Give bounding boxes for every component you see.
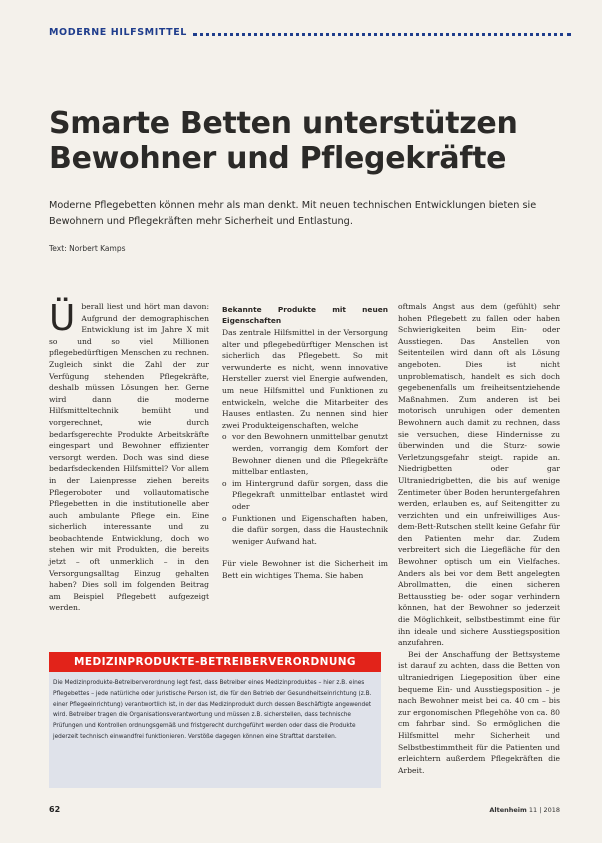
section-subhead: Bekannte Produkte mit neuen Eigenschaften	[222, 305, 388, 325]
page-number: 62	[49, 805, 61, 814]
magazine-name: Altenheim	[489, 806, 527, 814]
bullet-item: o im Hintergrund dafür sorgen, dass die Pflegekraft unmittelbar entlastet wird oder	[222, 478, 388, 513]
paragraph-spacer	[222, 547, 388, 558]
column-3	[398, 301, 560, 776]
rubric-label: MODERNE HILFSMITTEL	[49, 27, 187, 38]
author-credit: Text: Norbert Kamps	[49, 244, 126, 253]
info-box	[49, 652, 381, 788]
column-3-text: oftmals Angst aus dem (gefühlt) sehr hohen Pflegebett zu fallen oder haben Schwierigkeiten beim Ein- oder Ausstiegen. Das Anstellen von Seitenteilen wird dann oft als Lösung angeboten. Dies ist nicht unproblematisch, handelt es sich doch gegebenenfalls um freiheitsentziehende Maßnahmen. Zum anderen ist bei motorisch unruhigen oder dementen Bewohnern auch damit zu rechnen, dass sie versuchen, diese Hindernisse zu überwinden und die Sturz- sowie Verletzungsgefahr steigt. rapide an. Niedrigbetten oder gar Ultraniedrigbetten, die bis auf wenige Zentimeter über Boden heruntergefahren werden, erlauben es, auf Seitengitter zu verzichten und ein unfreiwilliges Aus-dem-Bett-Rutschen stellt keine Gefahr für den Patienten mehr dar. Zudem verbreitert sich die Liegefläche für den Bewohner optisch um ein Vielfaches. Anders als bei vor dem Bett angelegten Abrollmatten, die einen sicheren Bettausstieg be- oder sogar verhindern können, hat der Bewohner so jederzeit die Möglichkeit, selbstbestimmt eine für ihn ideale und sichere Ausstiegsposition anzufahren.	[398, 302, 560, 648]
rubric-dotted-rule	[193, 29, 571, 36]
lead-paragraph: Moderne Pflegebetten können mehr als man denkt. Mit neuen technischen Entwicklungen bieten sie Bewohnern und Pflegekräften mehr Sicherheit und Entlastung.	[49, 200, 537, 227]
column-1	[49, 298, 209, 614]
info-box-title: MEDIZINPRODUKTE-BETREIBERVERORDNUNG	[49, 652, 381, 672]
column-2	[222, 304, 388, 581]
column-3-text-2: Bei der Anschaffung der Bettsysteme ist darauf zu achten, dass die Betten von ultraniedrigen Liegeposition über eine bequeme Ein- und Ausstiegsposition – je nach Bewohner meist bei ca. 40 cm – bis zur ergonomischen Pflegehöhe von ca. 80 cm fahrbar sind. So ermöglichen die Hilfsmittel mehr Sicherheit und Selbstbestimmtheit für die Patienten und erleichtern außerdem Pflegekräften die Arbeit.	[398, 649, 560, 775]
column-2-intro: Das zentrale Hilfsmittel in der Versorgung alter und pflegebedürftiger Menschen ist sicherlich das Pflegebett. So mit verwunderte es nicht, wenn innovative Hersteller zuerst viel Energie aufwenden, um neue Hilfsmittel und Funktionen zu entwickeln, welche die Mitarbeiter des Hauses entlasten. Zu nennen sind hier zwei Produkteigenschaften, welche	[222, 328, 388, 430]
bullet-item: o vor den Bewohnern unmittelbar genutzt werden, vorrangig dem Komfort der Bewohner dienen und die Pflegekräfte mittelbar entlasten,	[222, 431, 388, 477]
info-box-text: Die Medizinprodukte-Betreiberverordnung legt fest, dass Betreiber eines Medizinproduktes – hier z.B. eines Pflegebettes – jede natürliche oder juristische Person ist, die für den Betrieb der Gesundheitseinrichtung (z.B. einer Pflegeeinrichtung) verantwortlich ist, in der das Medizinprodukt durch dessen Beschäftigte angewendet wird. Betreiber tragen die Organisationsverantwortung und müssen z.B. sicherstellen, dass technische Prüfungen und Kontrollen ordnungsgemäß und fristgerecht durchgeführt werden oder dass die Produkte jederzeit technisch einwandfrei funktionieren. Verstöße dagegen können eine Strafttat darstellen.	[53, 680, 372, 740]
headline: Smarte Betten unterstützen Bewohner und Pflegekräfte	[49, 106, 518, 176]
bullet-item: o Funktionen und Eigenschaften haben, die dafür sorgen, dass die Haustechnik weniger Aufwand hat.	[222, 513, 388, 548]
bullet-list	[222, 431, 388, 547]
drop-cap: Ü	[49, 298, 76, 339]
magazine-issue: 11 | 2018	[528, 806, 560, 814]
magazine-footer	[489, 806, 560, 814]
column-2-outro: Für viele Bewohner ist die Sicherheit im Bett ein wichtiges Thema. Sie haben	[222, 559, 388, 580]
column-1-text: berall liest und hört man davon: Aufgrund der demographischen Entwicklung ist im Jahre X mit so und so viel Millionen pflegebedürftigen Menschen zu rechnen. Zugleich sinkt die Zahl der zur Verfügung stehenden Pflegekräfte, deshalb müssen Lösungen her. Gerne wird dann die moderne Hilfsmitteltechnik bemüht und vorgerechnet, wie durch bedarfsgerechte Produkte Arbeitskräfte eingespart und Bewohner effizienter versorgt werden. Doch was sind diese bedarfsdeckenden Hilfsmittel? Vor allem in der Laienpresse ziehen bereits Pflegeroboter und vollautomatische Pflegebetten in die institutionelle aber auch ambulante Pflege ein. Eine sicherlich interessante und zu beobachtende Entwicklung, doch wo stehen wir mit Produkten, die bereits jetzt – oft unmerklich – in den Versorgungsalltag Einzug gehalten haben? Dies soll im folgenden Beitrag am Beispiel Pflegebett aufgezeigt werden.	[49, 302, 209, 613]
rubric	[49, 27, 571, 38]
